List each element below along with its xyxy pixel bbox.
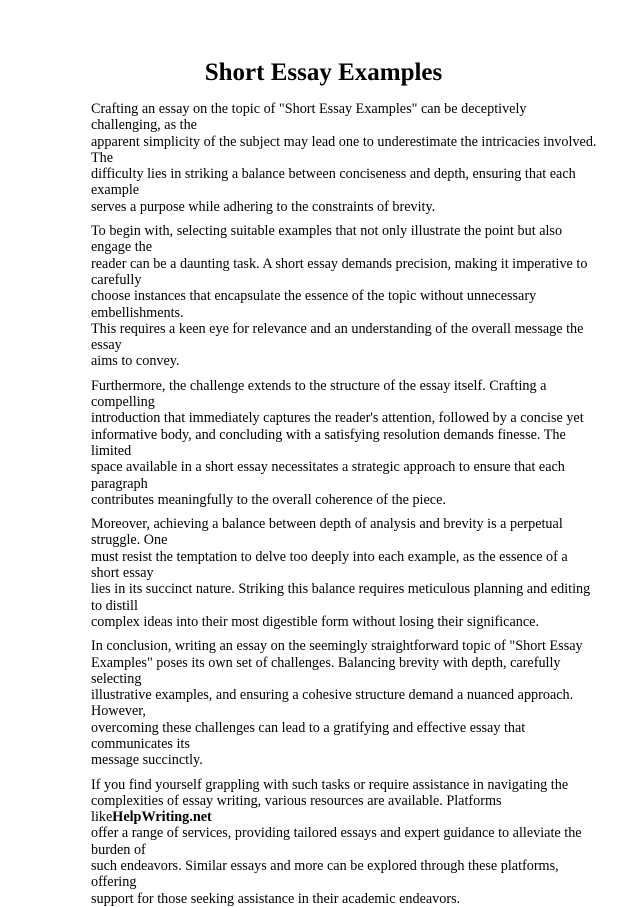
resources-text-after: offer a range of services, providing tailored essays and expert guidance to alleviate the burden of such endeavors. Similar essays and more can be explored through these platforms, offering support for those seeking assistance in their academic endeavors. [91,825,582,907]
paragraph-examples: To begin with, selecting suitable examples that not only illustrate the point but also engage the reader can be a daunting task. A short essay demands precision, making it imperative to carefully choose instances that encapsulate the essence of the topic without unnecessary embellishments. This requires a keen eye for relevance and an understanding of the overall message the essay aims to convey. [91,223,588,370]
paragraph-intro: Crafting an essay on the topic of "Short Essay Examples" can be deceptively challenging, as the apparent simplicity of the subject may lead one to underestimate the intricacies involved. The difficulty lies in striking a balance between conciseness and depth, ensuring that each example serves a purpose while adhering to the constraints of brevity. [91,101,597,215]
paragraph-balance: Moreover, achieving a balance between depth of analysis and brevity is a perpetual struggle. One must resist the temptation to delve too deeply into each example, as the essence of a short essay lies in its succinct nature. Striking this balance requires meticulous planning and editing to distill complex ideas into their most digestible form without losing their significance. [91,516,591,630]
paragraph-conclusion: In conclusion, writing an essay on the seemingly straightforward topic of "Short Essay Examples" poses its own set of challenges. Balancing brevity with depth, carefully selecting illustrative examples, and ensuring a cohesive structure demand a nuanced approach. However, overcoming these challenges can lead to a gratifying and effective essay that communicates its message succinctly. [91,638,583,769]
resources-text-before: If you find yourself grappling with such tasks or require assistance in navigating the complexities of essay writing, various resources are available. Platforms like [91,776,569,826]
paragraph-resources [91,777,598,907]
paragraph-structure: Furthermore, the challenge extends to the structure of the essay itself. Crafting a compelling introduction that immediately captures the reader's attention, followed by a concise yet informative body, and concluding with a satisfying resolution demands finesse. The limited space available in a short essay necessitates a strategic approach to ensure that each paragraph contributes meaningfully to the overall coherence of the piece. [91,377,584,508]
page-title: Short Essay Examples [204,59,443,86]
brand-link-text: HelpWriting.net [112,809,212,826]
